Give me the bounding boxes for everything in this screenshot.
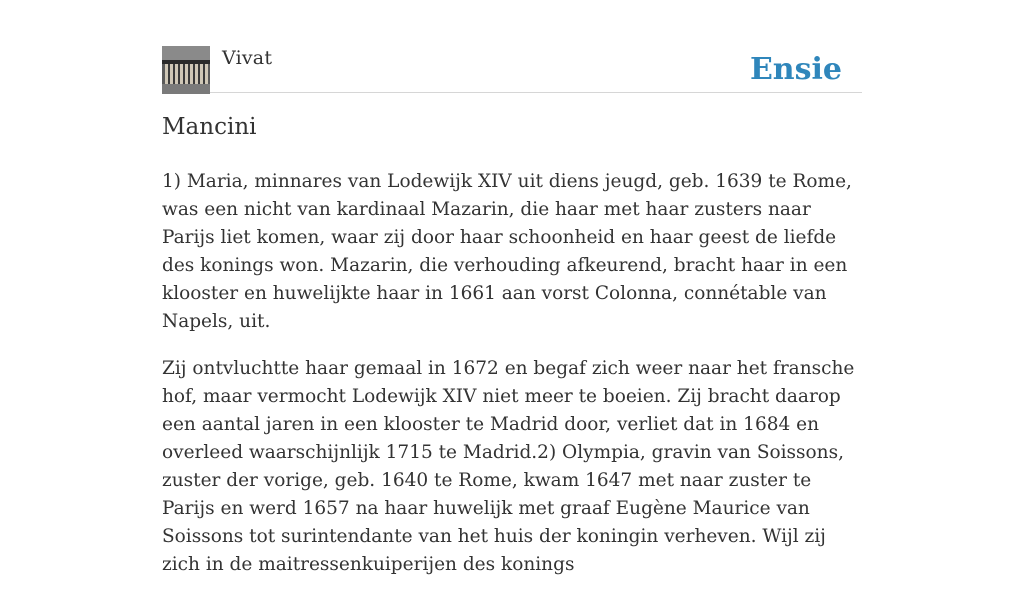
header bbox=[162, 46, 862, 93]
source-name[interactable]: Vivat bbox=[222, 47, 273, 69]
article-paragraph: Zij ontvluchtte haar gemaal in 1672 en begaf zich weer naar het fransche hof, maar vermocht Lodewijk XIV niet meer te boeien. Zij bracht daarop een aantal jaren in een klooster te Madrid door, verliet dat in 1684 en overleed waarschijnlijk 1715 te Madrid.2) Olympia, gravin van Soissons, zuster der vorige, geb. 1640 te Rome, kwam 1647 met naar zuster te Parijs en werd 1657 na haar huwelijk met graaf Eugène Maurice van Soissons tot surintendante van het huis der koningin verheven. Wijl zij zich in de maitressenkuiperijen des konings bbox=[162, 358, 855, 575]
page-title: Mancini bbox=[162, 114, 257, 140]
article-paragraph: 1) Maria, minnares van Lodewijk XIV uit diens jeugd, geb. 1639 te Rome, was een nicht van kardinaal Mazarin, die haar met haar zusters naar Parijs liet komen, waar zij door haar schoonheid en haar geest de liefde des konings won. Mazarin, die verhouding afkeurend, bracht haar in een klooster en huwelijkte haar in 1661 aan vorst Colonna, connétable van Napels, uit. bbox=[162, 171, 852, 332]
brand-logo-link[interactable]: Ensie bbox=[749, 52, 842, 87]
book-spines-avatar-icon[interactable] bbox=[162, 46, 210, 94]
article-body bbox=[162, 168, 862, 598]
